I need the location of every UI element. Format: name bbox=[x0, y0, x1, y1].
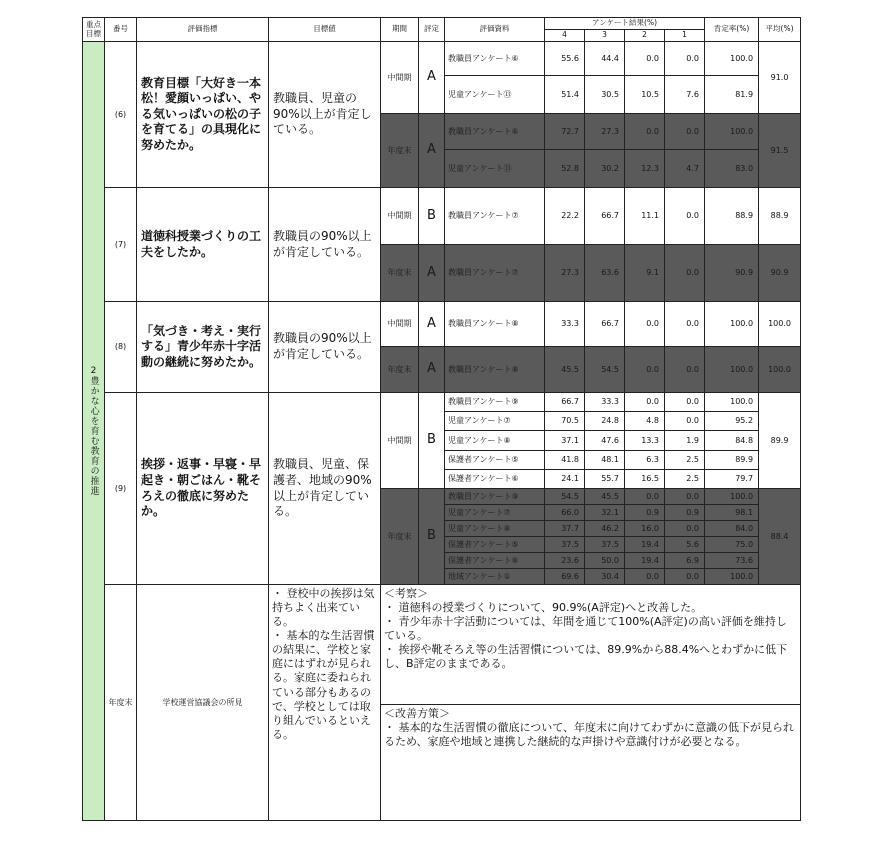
period-label: 中間期 bbox=[381, 42, 419, 114]
value-cell-v1: 0.0 bbox=[665, 188, 705, 245]
value-cell-v3: 48.1 bbox=[585, 451, 625, 470]
value-cell-v1: 0.0 bbox=[665, 302, 705, 347]
header-source: 評価資料 bbox=[445, 18, 545, 42]
improvement-title: ＜改善方策＞ bbox=[384, 707, 450, 720]
value-cell-aff: 88.9 bbox=[705, 188, 759, 245]
value-cell-v4: 23.6 bbox=[545, 553, 585, 569]
value-cell-v1: 1.9 bbox=[665, 431, 705, 451]
period-label: 年度末 bbox=[381, 347, 419, 393]
item-indicator: 挨拶・返事・早寝・早起き・朝ごはん・靴そろえの徹底に努めたか。 bbox=[137, 393, 269, 585]
value-cell-aff: 84.0 bbox=[705, 521, 759, 537]
consideration-line: ・ 道徳科の授業づくりについて、90.9%(A評定)へと改善した。 bbox=[384, 601, 703, 615]
source-cell: 教職員アンケート⑥ bbox=[445, 42, 545, 76]
header-target: 目標値 bbox=[269, 18, 381, 42]
header-period: 期間 bbox=[381, 18, 419, 42]
value-cell-v2: 11.1 bbox=[625, 188, 665, 245]
value-cell-v2: 16.5 bbox=[625, 470, 665, 489]
value-cell-v2: 0.9 bbox=[625, 505, 665, 521]
value-cell-v4: 45.5 bbox=[545, 347, 585, 393]
value-cell-v4: 54.5 bbox=[545, 489, 585, 505]
value-cell-aff: 100.0 bbox=[705, 42, 759, 76]
value-cell-v3: 55.7 bbox=[585, 470, 625, 489]
value-cell-v2: 10.5 bbox=[625, 76, 665, 114]
average-cell: 91.5 bbox=[759, 114, 801, 188]
average-cell: 90.9 bbox=[759, 245, 801, 302]
value-cell-v4: 37.5 bbox=[545, 537, 585, 553]
item-target: 教職員の90%以上が肯定している。 bbox=[269, 302, 381, 393]
rating-grade: B bbox=[419, 393, 445, 489]
source-cell: 児童アンケート⑦ bbox=[445, 412, 545, 431]
rating-grade: B bbox=[419, 489, 445, 585]
value-cell-v4: 70.5 bbox=[545, 412, 585, 431]
source-cell: 保護者アンケート⑥ bbox=[445, 470, 545, 489]
source-cell: 児童アンケート⑧ bbox=[445, 521, 545, 537]
source-cell: 児童アンケート⑧ bbox=[445, 431, 545, 451]
source-cell: 保護者アンケート⑤ bbox=[445, 451, 545, 470]
value-cell-v1: 7.6 bbox=[665, 76, 705, 114]
value-cell-v1: 0.0 bbox=[665, 569, 705, 585]
improvement-line: ・ 基本的な生活習慣の徹底について、年度末に向けてわずかに意識の低下が見られるため、家庭や地域と連携した継続的な声掛けや意識付けが必要となる。 bbox=[384, 721, 795, 749]
value-cell-v4: 37.7 bbox=[545, 521, 585, 537]
value-cell-v2: 0.0 bbox=[625, 393, 665, 412]
value-cell-v3: 24.8 bbox=[585, 412, 625, 431]
rating-grade: A bbox=[419, 114, 445, 188]
value-cell-v4: 66.7 bbox=[545, 393, 585, 412]
source-cell: 教職員アンケート⑨ bbox=[445, 393, 545, 412]
item-target: 教職員、児童の90%以上が肯定している。 bbox=[269, 42, 381, 188]
value-cell-v1: 0.0 bbox=[665, 521, 705, 537]
value-cell-aff: 100.0 bbox=[705, 114, 759, 150]
value-cell-v3: 50.0 bbox=[585, 553, 625, 569]
average-cell: 100.0 bbox=[759, 302, 801, 347]
council-row bbox=[83, 585, 801, 705]
value-cell-v2: 0.0 bbox=[625, 114, 665, 150]
value-cell-aff: 90.9 bbox=[705, 245, 759, 302]
item-target: 教職員、児童、保護者、地域の90%以上が肯定している。 bbox=[269, 393, 381, 585]
header-affirm: 肯定率(%) bbox=[705, 18, 759, 42]
average-cell: 100.0 bbox=[759, 347, 801, 393]
header-r3: 3 bbox=[585, 30, 625, 42]
value-cell-v1: 0.0 bbox=[665, 114, 705, 150]
item-indicator: 道徳科授業づくりの工夫をしたか。 bbox=[137, 188, 269, 302]
value-cell-v4: 66.0 bbox=[545, 505, 585, 521]
consideration-title: ＜考察＞ bbox=[384, 587, 428, 600]
period-label: 年度末 bbox=[381, 245, 419, 302]
header-focus: 重点目標 bbox=[83, 18, 105, 42]
value-cell-v2: 13.3 bbox=[625, 431, 665, 451]
source-cell: 教職員アンケート⑧ bbox=[445, 302, 545, 347]
value-cell-v2: 12.3 bbox=[625, 150, 665, 188]
value-cell-v3: 30.4 bbox=[585, 569, 625, 585]
source-cell: 保護者アンケート⑤ bbox=[445, 537, 545, 553]
value-cell-aff: 100.0 bbox=[705, 393, 759, 412]
source-cell: 教職員アンケート⑦ bbox=[445, 245, 545, 302]
value-cell-v2: 9.1 bbox=[625, 245, 665, 302]
value-cell-v1: 0.0 bbox=[665, 245, 705, 302]
value-cell-v2: 0.0 bbox=[625, 42, 665, 76]
source-cell: 教職員アンケート⑦ bbox=[445, 188, 545, 245]
source-cell: 児童アンケート⑦ bbox=[445, 505, 545, 521]
value-cell-v1: 0.0 bbox=[665, 42, 705, 76]
value-cell-aff: 81.9 bbox=[705, 76, 759, 114]
item-target: 教職員の90%以上が肯定している。 bbox=[269, 188, 381, 302]
value-cell-v1: 2.5 bbox=[665, 451, 705, 470]
consideration-line: ・ 挨拶や靴そろえ等の生活習慣については、89.9%から88.4%へとわずかに低下し、B評定のままである。 bbox=[384, 643, 788, 671]
table-row bbox=[83, 393, 801, 412]
value-cell-v4: 51.4 bbox=[545, 76, 585, 114]
table-row bbox=[83, 42, 801, 76]
source-cell: 児童アンケート⑬ bbox=[445, 150, 545, 188]
value-cell-v4: 27.3 bbox=[545, 245, 585, 302]
item-indicator: 教育目標「大好き一本松！愛顔いっぱい、やる気いっぱいの松の子を育てる」の具現化に努めたか。 bbox=[137, 42, 269, 188]
value-cell-v4: 72.7 bbox=[545, 114, 585, 150]
value-cell-v3: 45.5 bbox=[585, 489, 625, 505]
value-cell-v3: 32.1 bbox=[585, 505, 625, 521]
value-cell-v2: 0.0 bbox=[625, 569, 665, 585]
council-opinion bbox=[269, 585, 381, 821]
rating-grade: A bbox=[419, 42, 445, 114]
average-cell: 89.9 bbox=[759, 393, 801, 489]
value-cell-v1: 2.5 bbox=[665, 470, 705, 489]
value-cell-v3: 46.2 bbox=[585, 521, 625, 537]
consideration-line: ・ 青少年赤十字活動については、年間を通じて100%(A評定)の高い評価を維持している。 bbox=[384, 615, 787, 643]
value-cell-aff: 83.0 bbox=[705, 150, 759, 188]
rating-grade: B bbox=[419, 188, 445, 245]
item-number: (6) bbox=[105, 42, 137, 188]
value-cell-v4: 22.2 bbox=[545, 188, 585, 245]
value-cell-v2: 0.0 bbox=[625, 347, 665, 393]
item-number: (9) bbox=[105, 393, 137, 585]
header-r2: 2 bbox=[625, 30, 665, 42]
period-label: 年度末 bbox=[381, 489, 419, 585]
header-avg: 平均(%) bbox=[759, 18, 801, 42]
value-cell-v4: 41.8 bbox=[545, 451, 585, 470]
value-cell-v1: 4.7 bbox=[665, 150, 705, 188]
value-cell-v3: 54.5 bbox=[585, 347, 625, 393]
rating-grade: A bbox=[419, 302, 445, 347]
header-r4: 4 bbox=[545, 30, 585, 42]
council-label: 学校運営協議会の所見 bbox=[137, 585, 269, 821]
value-cell-v2: 4.8 bbox=[625, 412, 665, 431]
value-cell-aff: 75.0 bbox=[705, 537, 759, 553]
value-cell-v2: 6.3 bbox=[625, 451, 665, 470]
value-cell-v2: 16.0 bbox=[625, 521, 665, 537]
value-cell-v4: 52.8 bbox=[545, 150, 585, 188]
rating-grade: A bbox=[419, 245, 445, 302]
header-rating: 評定 bbox=[419, 18, 445, 42]
header-number: 番号 bbox=[105, 18, 137, 42]
value-cell-v3: 47.6 bbox=[585, 431, 625, 451]
value-cell-aff: 100.0 bbox=[705, 347, 759, 393]
value-cell-v3: 66.7 bbox=[585, 188, 625, 245]
value-cell-aff: 95.2 bbox=[705, 412, 759, 431]
period-label: 中間期 bbox=[381, 188, 419, 245]
source-cell: 教職員アンケート⑥ bbox=[445, 114, 545, 150]
value-cell-v3: 63.6 bbox=[585, 245, 625, 302]
value-cell-v2: 0.0 bbox=[625, 302, 665, 347]
period-label: 年度末 bbox=[381, 114, 419, 188]
value-cell-v4: 24.1 bbox=[545, 470, 585, 489]
value-cell-v3: 33.3 bbox=[585, 393, 625, 412]
value-cell-v3: 30.2 bbox=[585, 150, 625, 188]
focus-goal-cell bbox=[83, 42, 105, 821]
value-cell-aff: 98.1 bbox=[705, 505, 759, 521]
value-cell-v3: 30.5 bbox=[585, 76, 625, 114]
value-cell-aff: 100.0 bbox=[705, 489, 759, 505]
value-cell-aff: 89.9 bbox=[705, 451, 759, 470]
header-survey-results: アンケート結果(%) bbox=[545, 18, 705, 30]
value-cell-v1: 0.9 bbox=[665, 505, 705, 521]
value-cell-v1: 0.0 bbox=[665, 489, 705, 505]
value-cell-aff: 100.0 bbox=[705, 569, 759, 585]
value-cell-v1: 0.0 bbox=[665, 347, 705, 393]
table-row bbox=[83, 188, 801, 245]
value-cell-v3: 66.7 bbox=[585, 302, 625, 347]
table-row bbox=[83, 302, 801, 347]
value-cell-v2: 19.4 bbox=[625, 553, 665, 569]
value-cell-v1: 6.9 bbox=[665, 553, 705, 569]
item-number: (8) bbox=[105, 302, 137, 393]
rating-grade: A bbox=[419, 347, 445, 393]
evaluation-sheet bbox=[82, 17, 800, 841]
value-cell-aff: 73.6 bbox=[705, 553, 759, 569]
source-cell: 教職員アンケート⑧ bbox=[445, 347, 545, 393]
improvement-cell bbox=[381, 705, 801, 821]
item-number: (7) bbox=[105, 188, 137, 302]
value-cell-v4: 69.6 bbox=[545, 569, 585, 585]
value-cell-v3: 37.5 bbox=[585, 537, 625, 553]
value-cell-v1: 0.0 bbox=[665, 412, 705, 431]
header-r1: 1 bbox=[665, 30, 705, 42]
value-cell-v1: 5.6 bbox=[665, 537, 705, 553]
value-cell-aff: 84.8 bbox=[705, 431, 759, 451]
period-label: 中間期 bbox=[381, 302, 419, 347]
opinion-line: ・ 登校中の挨拶は気持ちよく出来ている。 bbox=[272, 587, 375, 629]
value-cell-v4: 55.6 bbox=[545, 42, 585, 76]
item-indicator: 「気づき・考え・実行する」青少年赤十字活動の継続に努めたか。 bbox=[137, 302, 269, 393]
value-cell-v4: 37.1 bbox=[545, 431, 585, 451]
value-cell-v4: 33.3 bbox=[545, 302, 585, 347]
average-cell: 88.4 bbox=[759, 489, 801, 585]
consideration-cell bbox=[381, 585, 801, 705]
focus-goal-label: 豊かな心を育む教育の推進 bbox=[88, 376, 99, 497]
value-cell-v3: 27.3 bbox=[585, 114, 625, 150]
value-cell-aff: 79.7 bbox=[705, 470, 759, 489]
value-cell-v1: 0.0 bbox=[665, 393, 705, 412]
value-cell-v2: 0.0 bbox=[625, 489, 665, 505]
source-cell: 児童アンケート⑬ bbox=[445, 76, 545, 114]
header-indicator: 評価指標 bbox=[137, 18, 269, 42]
value-cell-v3: 44.4 bbox=[585, 42, 625, 76]
source-cell: 地域アンケート① bbox=[445, 569, 545, 585]
value-cell-v2: 19.4 bbox=[625, 537, 665, 553]
evaluation-table bbox=[82, 17, 801, 821]
value-cell-aff: 100.0 bbox=[705, 302, 759, 347]
council-period: 年度末 bbox=[105, 585, 137, 821]
average-cell: 88.9 bbox=[759, 188, 801, 245]
period-label: 中間期 bbox=[381, 393, 419, 489]
source-cell: 保護者アンケート⑥ bbox=[445, 553, 545, 569]
focus-goal-number: 2 bbox=[90, 365, 97, 376]
source-cell: 教職員アンケート⑨ bbox=[445, 489, 545, 505]
opinion-line: ・ 基本的な生活習慣の結果に、学校と家庭にはずれが見られる。家庭に委ねられている部分もあるので、学校としては取り組んでいるといえる。 bbox=[272, 629, 375, 741]
average-cell: 91.0 bbox=[759, 42, 801, 114]
